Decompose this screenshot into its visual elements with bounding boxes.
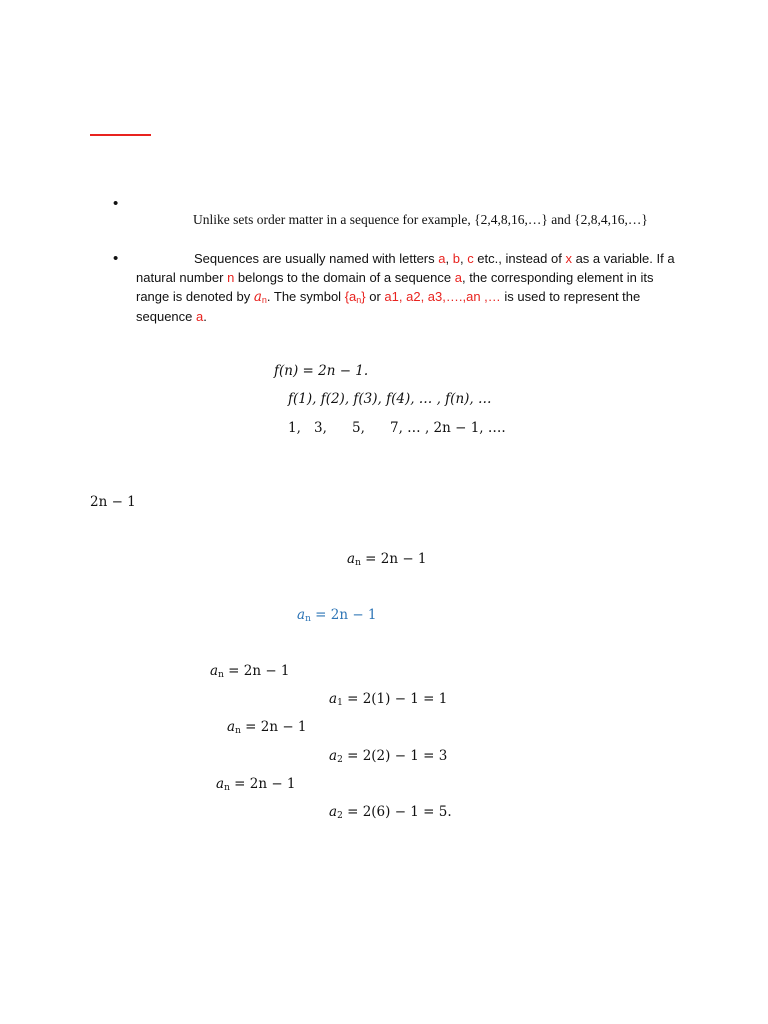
general-term: 2n − 1 <box>90 494 136 510</box>
bullet1-text: Unlike sets order matter in a sequence for example, {2,4,8,16,…} and {2,8,4,16,…} <box>193 212 648 227</box>
bullet2-line-4: sequence a. <box>136 309 207 324</box>
formula-f-list: f(1), f(2), f(3), f(4), … , f(n), … <box>288 391 492 407</box>
formula-value-rest: 7, … , 2n − 1, …. <box>390 420 506 436</box>
bullet2-line-1: Sequences are usually named with letters a, b, c etc., instead of x as a variable. If a <box>194 251 675 266</box>
bullet-marker-2: • <box>113 250 119 267</box>
bullet2-line-2: natural number n belongs to the domain of a sequence a, the corresponding element in its <box>136 270 654 285</box>
step-an-2: $a_n = 2n - 1$ <box>227 719 307 736</box>
bullet2-line-3: range is denoted by $a_n$. The symbol $\{a_n\}$ or a1, a2, a3,….,an ,… is used to represent the <box>136 289 641 305</box>
bullet2-paragraph <box>136 249 676 326</box>
bullet-marker-1: • <box>113 195 119 212</box>
red-heading-rule <box>90 134 151 136</box>
formula-value-1: 1, <box>288 420 301 436</box>
step-a1-result: $a_1 = 2(1) - 1 = 1$ <box>329 691 448 708</box>
step-an-3: $a_n = 2n - 1$ <box>216 776 296 793</box>
formula-f-of-n: f(n) = 2n − 1. <box>274 363 369 379</box>
step-a2-result: $a_2 = 2(2) - 1 = 3$ <box>329 748 448 765</box>
formula-value-5: 5, <box>352 420 365 436</box>
step-a3-result: $a_2 = 2(6) - 1 = 5$. <box>329 804 452 821</box>
step-an-1: $a_n = 2n - 1$ <box>210 663 290 680</box>
an-formula-center: $a_n = 2n - 1$ <box>347 551 427 568</box>
an-formula-blue: $a_n = 2n - 1$ <box>297 607 377 624</box>
formula-value-3: 3, <box>314 420 327 436</box>
